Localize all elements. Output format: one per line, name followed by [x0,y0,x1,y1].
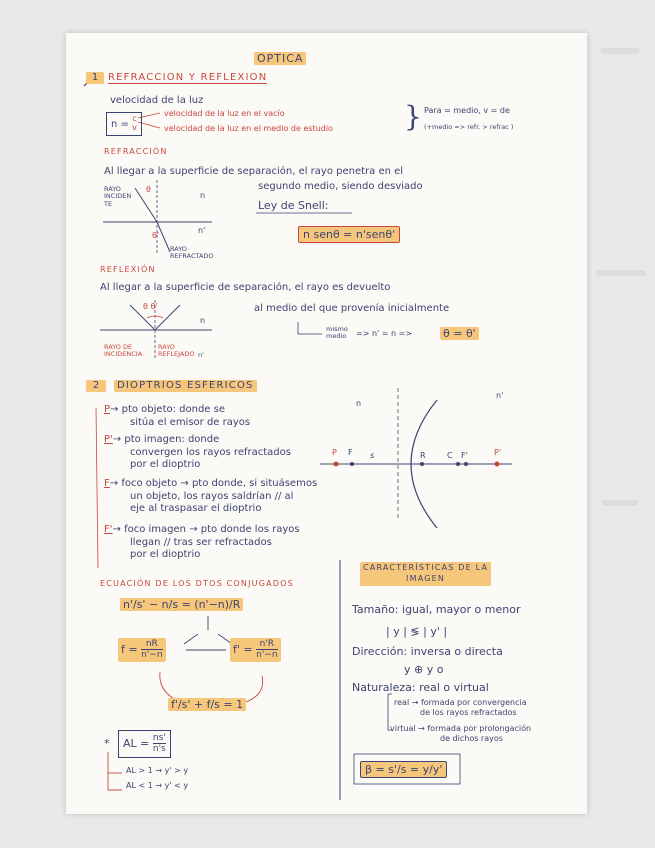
al-numerator: ns' [152,733,166,743]
c-description: velocidad de la luz en el vacío [164,109,285,118]
refraccion-heading: REFRACCIÓN [104,147,168,156]
diagram-P-label: P [332,448,337,457]
c-symbol: c [132,114,137,123]
direccion-relation: y ⊕ y o [404,663,444,676]
focal-f-formula [118,638,166,662]
page-title: OPTICA [254,52,306,65]
section-heading-refraccion-reflexion: REFRACCION Y REFLEXION [108,72,268,83]
def-line: por el dioptrio [130,459,201,470]
n-fraction [132,115,137,133]
reflexion-text-line-1: Al llegar a la superficie de separación, el rayo es devuelto [100,282,391,293]
direccion-label: Dirección: [352,645,408,658]
def-arrow: → [109,478,119,489]
def-line: de dichos rayos [440,733,503,743]
def-line: eje al traspasar el dioptrio [130,503,262,514]
tamano-relation: | y | ≶ | y' | [386,625,448,638]
lateral-magnification-box [118,730,171,758]
heading-line: IMAGEN [406,573,446,583]
al-case-less: AL < 1 → y' < y [126,781,189,790]
def-symbol: P [104,404,111,415]
v-symbol: v [132,122,137,132]
al-label: AL = [123,736,150,750]
def-symbol: F' [104,524,113,535]
f-prime-fraction [256,639,277,661]
beta-formula: β = s'/s = y/y' [360,761,447,778]
section-number-2: 2 [86,380,106,392]
mismo-medio-note [326,326,348,340]
def-line: foco imagen → pto donde los rayos [124,524,300,535]
snell-law-formula: n senθ = n'senθ' [298,226,400,243]
conjugate-equation: n'/s' − n/s = (n'−n)/R [120,598,243,611]
diagram-s-label: s [370,451,375,460]
label-part: medio [326,332,347,341]
diagram-C-label: C [447,451,453,460]
diagram-n-prime-label: n' [496,391,504,400]
f-label: f = [121,642,138,656]
caracteristicas-heading [360,562,491,586]
def-arrow: → [112,434,122,445]
rayo-reflejado-label [158,344,194,359]
virtual-definition [390,724,531,743]
section-number-1: 1 [86,72,104,84]
diagram-F-label: F [348,448,353,457]
def-symbol: F [104,478,110,489]
al-denominator: n's [152,744,166,755]
def-line: virtual → formada por prolongación [390,724,532,733]
def-line: por el dioptrio [130,549,201,560]
v-description: velocidad de la luz en el medio de estudio [164,124,333,133]
f-prime-denominator: n'−n [256,650,278,661]
ecuacion-heading: ECUACIÓN DE LOS DTOS CONJUGADOS [100,579,294,588]
label-part: mismo [326,325,348,333]
note-line-1: Para = medio, v = de [424,106,510,115]
refraccion-text-line-2: segundo medio, siendo desviado [258,181,423,192]
direccion-value: inversa o directa [410,645,503,658]
def-line: de los rayos refractados [420,707,517,717]
right-brace: } [404,100,422,133]
snell-law-label: Ley de Snell: [258,199,329,212]
speed-of-light-label: velocidad de la luz [110,95,204,106]
focal-f-prime-formula [230,638,281,662]
reflection-medium-n: n [200,316,206,325]
al-fraction [153,733,166,755]
label-part: RAYO DE [104,343,133,351]
def-arrow: → [110,404,119,415]
rayo-refractado-label [170,246,214,261]
reflection-condition: => n' = n => [356,329,413,338]
label-part: RAYO [158,343,175,351]
medium-n-label: n [200,191,206,200]
def-line: real → formada por convergencia [394,698,527,707]
f-numerator: nR [141,639,162,650]
def-line: llegan // tras ser refractados [130,536,272,548]
def-punto-objeto [104,404,250,429]
f-prime-label: f' = [233,642,253,656]
f-fraction [141,639,162,661]
focal-sum-formula: f'/s' + f/s = 1 [168,698,246,711]
note-line-2: (+medio => refr. > refrac ) [424,123,514,131]
diagram-F-prime-label: F' [461,451,468,460]
def-foco-imagen [104,524,300,562]
theta-angle: θ [146,185,151,194]
label-part: RAYO [170,245,187,253]
naturaleza-label: Naturaleza: [352,681,416,694]
diagram-n-label: n [356,399,362,408]
medium-n-prime-label: n' [198,226,206,235]
f-denominator: n'−n [141,650,163,661]
def-foco-objeto [104,478,317,516]
rayo-incidencia-label [104,344,142,359]
diagram-R-label: R [420,451,426,460]
tamano-row [352,604,520,615]
label-part: TE [104,199,113,208]
def-line: sitúa el emisor de rayos [130,416,251,428]
refraccion-text-line-1: Al llegar a la superficie de separación, el rayo penetra en el [104,166,404,177]
n-symbol: n = [111,118,129,130]
def-line: pto objeto: donde se [121,404,226,415]
label-part: RAYO [104,185,121,193]
def-arrow: → [112,524,121,535]
al-case-greater: AL > 1 → y' > y [126,766,189,775]
def-line: un objeto, los rayos saldrían // al [130,490,294,502]
label-part: INCIDENCIA [104,350,143,359]
diagram-P-prime-label: P' [494,448,502,457]
label-part: INCIDEN [104,192,132,201]
def-line: pto imagen: donde [124,434,220,445]
tamano-value: igual, mayor o menor [402,603,521,616]
real-definition [394,698,527,717]
def-punto-imagen [104,434,291,472]
def-line: convergen los rayos refractados [130,446,291,458]
direccion-row [352,646,503,657]
section-heading-dioptrios: DIOPTRIOS ESFERICOS [114,380,257,392]
tamano-label: Tamaño: [352,603,399,616]
asterisk-mark: * [104,737,110,750]
naturaleza-value: real o virtual [419,681,489,694]
def-line: foco objeto → pto donde, si situásemos [121,478,318,489]
naturaleza-row [352,682,489,693]
label-part: REFLEJADO [158,350,195,359]
theta-prime-angle: θ' [152,231,160,240]
reflection-result: θ = θ' [440,327,479,340]
reflexion-heading: REFLEXIÓN [100,265,156,274]
label-part: REFRACTADO [170,252,214,261]
heading-line: CARACTERÍSTICAS DE LA [363,563,489,572]
reflexion-text-line-2: al medio del que provenía inicialmente [254,303,450,314]
f-prime-numerator: n'R [256,639,277,650]
rayo-incidente-label [104,186,131,208]
reflection-angles: θ θ' [143,302,158,311]
n-formula-box [106,112,142,136]
reflection-medium-n-prime: n' [198,351,204,359]
def-symbol: P' [104,434,113,445]
